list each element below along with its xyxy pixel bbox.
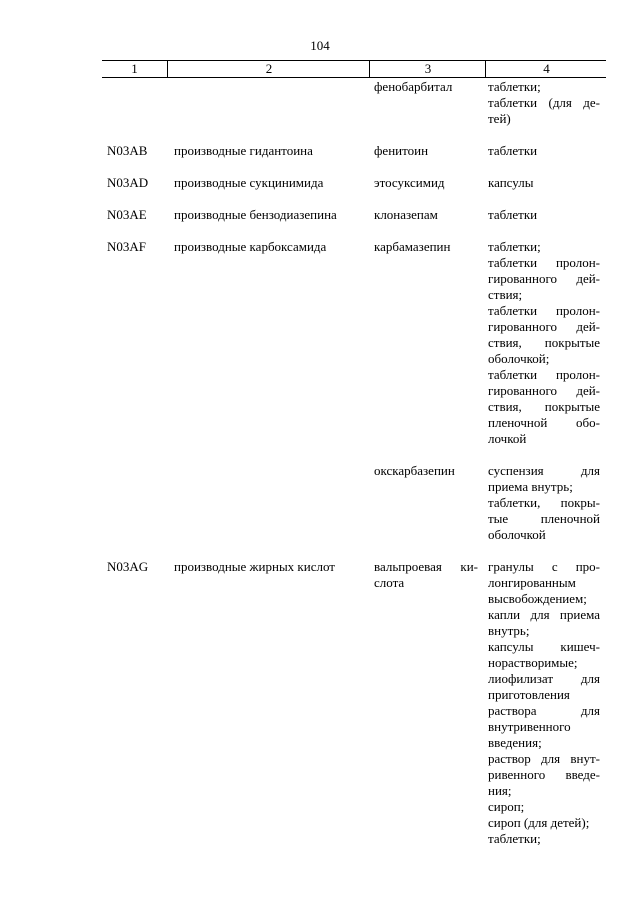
- form-line: таблетки пролон-: [488, 367, 600, 382]
- table-row-2-code: N03AD: [107, 175, 149, 190]
- form-line: высвобождением;: [488, 591, 587, 606]
- table-row-0-drug: фенобарбитал: [374, 79, 453, 94]
- form-line: сироп (для детей);: [488, 815, 590, 830]
- table-row-1-code: N03AB: [107, 143, 148, 158]
- form-line: гированного дей-: [488, 319, 600, 334]
- form-line: ствия, покрытые: [488, 399, 600, 414]
- form-line: таблетки;: [488, 831, 541, 846]
- table-row-1-forms: [488, 143, 537, 159]
- form-line: ствия;: [488, 287, 523, 302]
- form-line: лочкой: [488, 431, 527, 446]
- form-line: гранулы с про-: [488, 559, 600, 574]
- header-col-1: 1: [131, 61, 138, 76]
- form-line: таблетки (для де-: [488, 95, 600, 110]
- form-line: таблетки: [488, 207, 538, 222]
- table-row-2-forms: [488, 175, 533, 191]
- form-line: таблетки пролон-: [488, 255, 600, 270]
- form-line: капли для приема: [488, 607, 600, 622]
- form-line: лонгированным: [488, 575, 576, 590]
- table-row-6-drug: [374, 559, 478, 591]
- drug-line: вальпроевая ки-: [374, 559, 478, 574]
- form-line: раствора для: [488, 703, 600, 718]
- form-line: таблетки пролон-: [488, 303, 600, 318]
- form-line: внутривенного: [488, 719, 571, 734]
- form-line: сироп;: [488, 799, 525, 814]
- form-line: лиофилизат для: [488, 671, 600, 686]
- form-line: пленочной обо-: [488, 415, 600, 430]
- page-number: 104: [310, 38, 330, 53]
- table-row-6-group: производные жирных кислот: [174, 559, 335, 574]
- form-line: введения;: [488, 735, 542, 750]
- table-row-3-code: N03AE: [107, 207, 147, 222]
- table-row-4-forms: [488, 239, 600, 447]
- form-line: таблетки;: [488, 79, 541, 94]
- form-line: капсулы: [488, 175, 534, 190]
- form-line: капсулы кишеч-: [488, 639, 600, 654]
- form-line: тые пленочной: [488, 511, 600, 526]
- table-row-0-forms: [488, 79, 600, 127]
- form-line: оболочкой;: [488, 351, 550, 366]
- form-line: приема внутрь;: [488, 479, 573, 494]
- table-row-3-forms: [488, 207, 537, 223]
- form-line: норастворимые;: [488, 655, 578, 670]
- form-line: раствор для внут-: [488, 751, 600, 766]
- table-row-6-code: N03AG: [107, 559, 149, 574]
- table-row-5-forms: [488, 463, 600, 543]
- table-row-4-group: производные карбоксамида: [174, 239, 327, 254]
- table-header: [102, 60, 606, 78]
- form-line: ствия, покрытые: [488, 335, 600, 350]
- table-row-2-group: производные сукцинимида: [174, 175, 324, 190]
- form-line: ния;: [488, 783, 512, 798]
- drug-line: слота: [374, 575, 405, 590]
- table-row-5-drug: окскарбазепин: [374, 463, 455, 478]
- form-line: таблетки, покры-: [488, 495, 600, 510]
- form-line: приготовления: [488, 687, 570, 702]
- header-col-4: 4: [485, 61, 607, 77]
- form-line: гированного дей-: [488, 271, 600, 286]
- table-row-6-forms: [488, 559, 600, 847]
- table-row-4-code: N03AF: [107, 239, 147, 254]
- header-col-2: 2: [167, 61, 370, 77]
- table-row-4-drug: карбамазепин: [374, 239, 451, 254]
- form-line: таблетки: [488, 143, 538, 158]
- form-line: оболочкой: [488, 527, 546, 542]
- form-line: гированного дей-: [488, 383, 600, 398]
- form-line: таблетки;: [488, 239, 541, 254]
- table-row-2-drug: этосуксимид: [374, 175, 445, 190]
- form-line: суспензия для: [488, 463, 600, 478]
- table-row-1-group: производные гидантоина: [174, 143, 313, 158]
- table-row-3-drug: клоназепам: [374, 207, 438, 222]
- header-col-3: 3: [369, 61, 486, 77]
- table-row-3-group: производные бензодиазепина: [174, 207, 337, 222]
- form-line: ривенного введе-: [488, 767, 600, 782]
- table-row-1-drug: фенитоин: [374, 143, 429, 158]
- form-line: тей): [488, 111, 511, 126]
- form-line: внутрь;: [488, 623, 530, 638]
